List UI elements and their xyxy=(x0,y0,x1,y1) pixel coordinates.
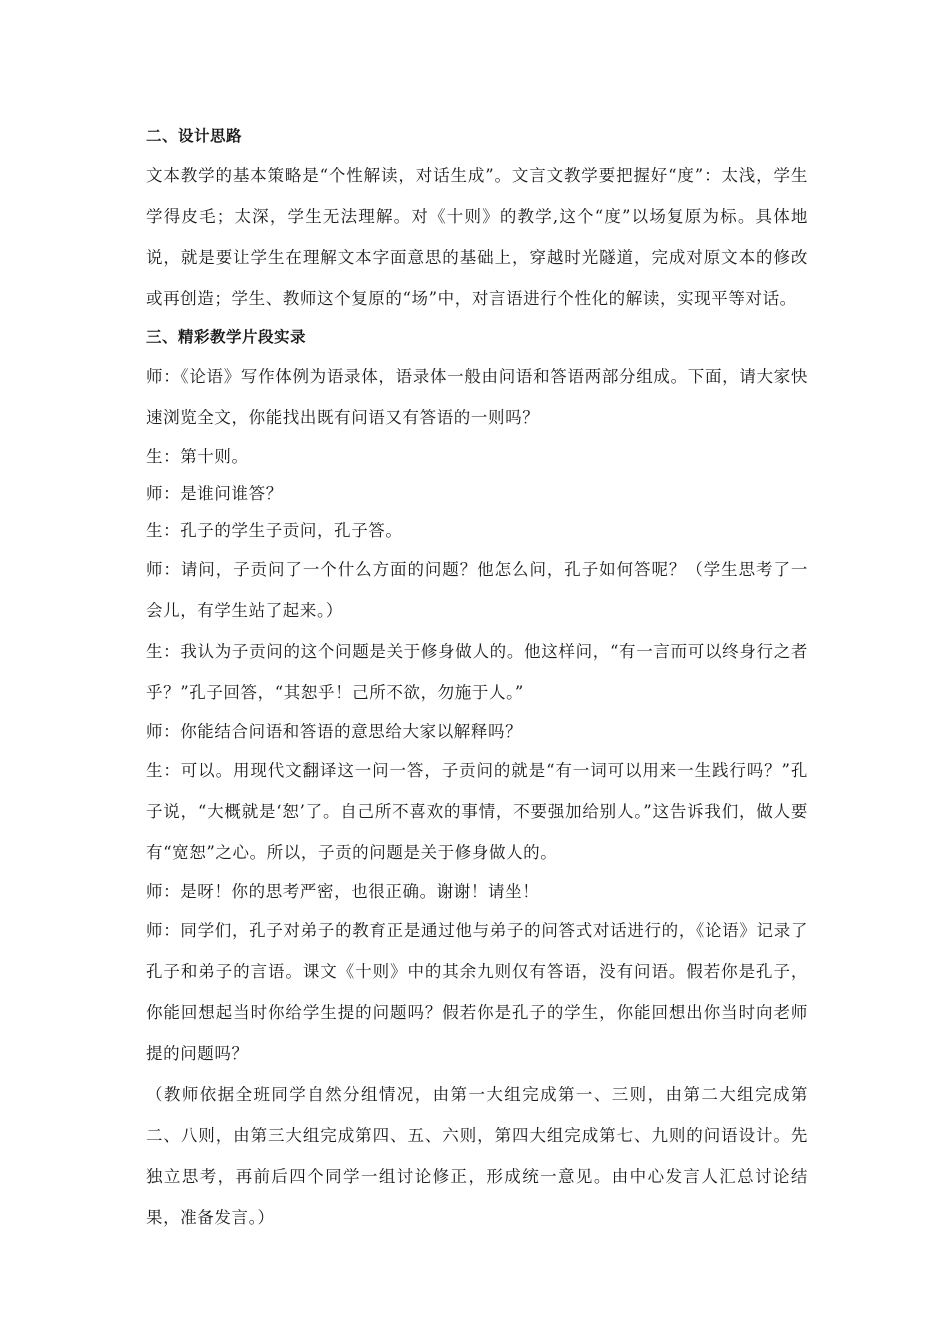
teacher-note: （教师依据全班同学自然分组情况，由第一大组完成第一、三则，由第二大组完成第二、八则，由第三大组完成第四、五、六则，第四大组完成第七、九则的问语设计。先独立思考，再前后四个同学一组讨论修正，形成统一意见。由中心发言人汇总讨论结果，准备发言。） xyxy=(146,1085,808,1227)
document-page xyxy=(146,118,808,1238)
dialogue-line: 师：同学们，孔子对弟子的教育正是通过他与弟子的问答式对话进行的，《论语》记录了孔子和弟子的言语。课文《十则》中的其余九则仅有答语，没有问语。假若你是孔子，你能回想起当时你给学生提的问题吗？假若你是孔子的学生，你能回想出你当时向老师提的问题吗？ xyxy=(146,921,808,1063)
dialogue-line: 生：第十则。 xyxy=(146,447,249,466)
dialogue-line: 师：请问，子贡问了一个什么方面的问题？他怎么问，孔子如何答呢？（学生思考了一会儿，有学生站了起来。） xyxy=(146,560,808,620)
design-paragraph: 文本教学的基本策略是“个性解读，对话生成”。文言文教学要把握好“度”：太浅，学生学得皮毛；太深，学生无法理解。对《十则》的教学,这个“度”以场复原为标。具体地说，就是要让学生在理解文本字面意思的基础上，穿越时光隧道，完成对原文本的修改或再创造；学生、教师这个复原的“场”中，对言语进行个性化的解读，实现平等对话。 xyxy=(146,166,808,308)
dialogue-line: 师：是谁问谁答？ xyxy=(146,484,283,503)
dialogue-line: 师：你能结合问语和答语的意思给大家以解释吗？ xyxy=(146,722,523,741)
dialogue-line: 生：我认为子贡问的这个问题是关于修身做人的。他这样问，“有一言而可以终身行之者乎？”孔子回答，“其恕乎！己所不欲，勿施于人。” xyxy=(146,642,808,702)
section-heading-design: 二、设计思路 xyxy=(146,127,243,145)
dialogue-line: 师：《论语》写作体例为语录体，语录体一般由问语和答语两部分组成。下面，请大家快速浏览全文，你能找出既有问语又有答语的一则吗？ xyxy=(146,367,808,427)
dialogue-line: 师：是呀！你的思考严密，也很正确。谢谢！请坐！ xyxy=(146,882,540,901)
dialogue-line: 生：孔子的学生子贡问，孔子答。 xyxy=(146,521,403,540)
dialogue-line: 生：可以。用现代文翻译这一问一答，子贡问的就是“有一词可以用来一生践行吗？”孔子说，“大概就是‘恕’了。自己所不喜欢的事情，不要强加给别人。”这告诉我们，做人要有“宽恕”之心。所以，子贡的问题是关于修身做人的。 xyxy=(146,761,808,862)
section-heading-record: 三、精彩教学片段实录 xyxy=(146,328,307,346)
